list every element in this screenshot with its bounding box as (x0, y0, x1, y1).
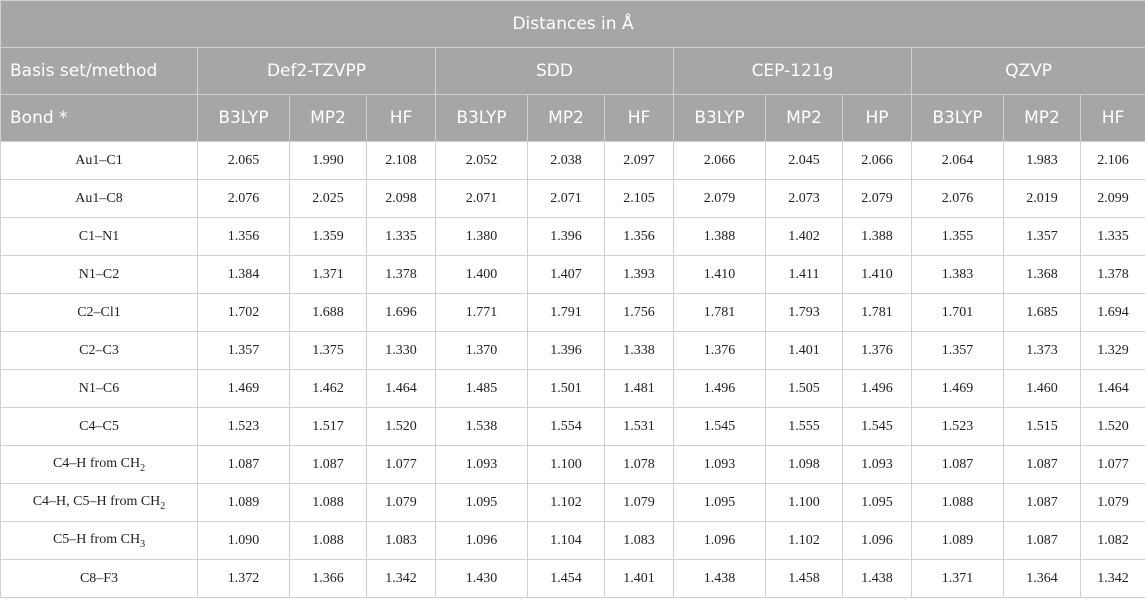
distance-cell: 2.066 (843, 142, 912, 180)
distance-cell: 1.087 (290, 446, 367, 484)
distance-cell: 1.338 (605, 332, 674, 370)
table-body (1, 142, 1145, 598)
distance-cell: 1.401 (766, 332, 843, 370)
distance-cell: 1.554 (528, 408, 605, 446)
distance-cell: 1.460 (1004, 370, 1081, 408)
bond-label: C4–H, C5–H from CH (32, 493, 161, 509)
bond-label: C5–H from CH (52, 531, 141, 547)
distance-cell: 1.087 (198, 446, 290, 484)
distance-cell: 1.357 (198, 332, 290, 370)
distance-cell: 1.523 (198, 408, 290, 446)
basis-set-header: Def2-TZVPP (198, 48, 436, 95)
table-row (1, 256, 1145, 294)
distance-cell: 2.066 (674, 142, 766, 180)
method-header: MP2 (528, 95, 605, 142)
distance-cell: 1.357 (912, 332, 1004, 370)
distance-cell: 1.756 (605, 294, 674, 332)
distance-cell: 1.096 (674, 522, 766, 560)
distance-cell: 2.019 (1004, 180, 1081, 218)
distance-cell: 1.104 (528, 522, 605, 560)
bond-subscript: 2 (160, 500, 166, 512)
distance-cell: 1.329 (1081, 332, 1145, 370)
distance-cell: 1.366 (290, 560, 367, 598)
distance-cell: 1.378 (367, 256, 436, 294)
table-row (1, 180, 1145, 218)
distance-cell: 2.076 (198, 180, 290, 218)
distance-cell: 1.545 (674, 408, 766, 446)
distance-cell: 1.087 (912, 446, 1004, 484)
distance-cell: 1.355 (912, 218, 1004, 256)
distance-cell: 1.771 (436, 294, 528, 332)
distance-cell: 1.356 (198, 218, 290, 256)
bond-cell (1, 142, 198, 180)
distance-cell: 1.079 (605, 484, 674, 522)
distance-cell: 1.388 (674, 218, 766, 256)
bond-cell (1, 446, 198, 484)
distance-cell: 1.791 (528, 294, 605, 332)
distance-cell: 1.364 (1004, 560, 1081, 598)
basis-set-header: CEP-121g (674, 48, 912, 95)
distance-cell: 1.102 (766, 522, 843, 560)
method-header: B3LYP (912, 95, 1004, 142)
bond-label: N1–C2 (78, 266, 120, 282)
distance-cell: 1.388 (843, 218, 912, 256)
distance-cell: 1.089 (198, 484, 290, 522)
distance-cell: 1.496 (843, 370, 912, 408)
table-row (1, 408, 1145, 446)
table-row (1, 370, 1145, 408)
method-header: B3LYP (674, 95, 766, 142)
distance-cell: 1.410 (674, 256, 766, 294)
distance-cell: 1.523 (912, 408, 1004, 446)
distance-cell: 1.464 (367, 370, 436, 408)
distance-cell: 1.517 (290, 408, 367, 446)
distance-cell: 1.356 (605, 218, 674, 256)
distance-cell: 1.515 (1004, 408, 1081, 446)
table-row (1, 218, 1145, 256)
distance-cell: 2.045 (766, 142, 843, 180)
bond-label: C1–N1 (78, 228, 120, 244)
distance-cell: 1.520 (367, 408, 436, 446)
distance-cell: 1.411 (766, 256, 843, 294)
bond-subscript: 2 (140, 462, 146, 474)
distance-cell: 1.098 (766, 446, 843, 484)
distance-cell: 1.400 (436, 256, 528, 294)
distance-cell: 1.335 (1081, 218, 1145, 256)
table-row (1, 522, 1145, 560)
bond-label: C2–C3 (79, 342, 119, 358)
distance-cell: 1.378 (1081, 256, 1145, 294)
distance-cell: 2.071 (436, 180, 528, 218)
distance-cell: 2.065 (198, 142, 290, 180)
table-row (1, 142, 1145, 180)
method-header: HF (367, 95, 436, 142)
distance-cell: 1.501 (528, 370, 605, 408)
distance-cell: 2.038 (528, 142, 605, 180)
bond-cell (1, 560, 198, 598)
table-row (1, 446, 1145, 484)
table-row (1, 332, 1145, 370)
bond-label: Au1–C8 (75, 190, 123, 206)
distance-cell: 1.555 (766, 408, 843, 446)
distance-cell: 1.335 (367, 218, 436, 256)
distance-cell: 1.083 (367, 522, 436, 560)
distance-cell: 1.087 (1004, 446, 1081, 484)
distance-cell: 2.076 (912, 180, 1004, 218)
bond-label: C4–C5 (79, 418, 119, 434)
table-title: Distances in Å (1, 1, 1145, 48)
distance-cell: 1.462 (290, 370, 367, 408)
distance-cell: 1.983 (1004, 142, 1081, 180)
distance-cell: 1.402 (766, 218, 843, 256)
distance-cell: 1.088 (290, 484, 367, 522)
distance-cell: 1.464 (1081, 370, 1145, 408)
distance-cell: 1.688 (290, 294, 367, 332)
bond-cell (1, 522, 198, 560)
distance-cell: 1.538 (436, 408, 528, 446)
distance-cell: 1.701 (912, 294, 1004, 332)
distance-cell: 2.097 (605, 142, 674, 180)
distance-cell: 1.100 (766, 484, 843, 522)
distance-cell: 1.694 (1081, 294, 1145, 332)
distance-cell: 1.087 (1004, 522, 1081, 560)
distance-cell: 2.106 (1081, 142, 1145, 180)
distance-cell: 1.368 (1004, 256, 1081, 294)
bond-cell (1, 256, 198, 294)
distance-cell: 1.357 (1004, 218, 1081, 256)
distance-cell: 1.407 (528, 256, 605, 294)
method-header-row (1, 95, 1145, 142)
distance-cell: 1.990 (290, 142, 367, 180)
distance-cell: 1.079 (367, 484, 436, 522)
basis-set-header: SDD (436, 48, 674, 95)
distance-cell: 1.088 (290, 522, 367, 560)
distance-cell: 1.096 (843, 522, 912, 560)
basis-set-header-row (1, 48, 1145, 95)
distance-cell: 1.384 (198, 256, 290, 294)
bond-label: N1–C6 (78, 380, 120, 396)
distance-cell: 2.099 (1081, 180, 1145, 218)
distance-cell: 1.793 (766, 294, 843, 332)
distance-cell: 1.078 (605, 446, 674, 484)
distance-cell: 1.342 (1081, 560, 1145, 598)
distance-cell: 1.095 (674, 484, 766, 522)
distance-cell: 1.469 (912, 370, 1004, 408)
distance-cell: 1.093 (843, 446, 912, 484)
distance-cell: 1.102 (528, 484, 605, 522)
distance-cell: 1.093 (436, 446, 528, 484)
distance-cell: 2.079 (674, 180, 766, 218)
distance-cell: 1.520 (1081, 408, 1145, 446)
distance-cell: 1.481 (605, 370, 674, 408)
table-row (1, 294, 1145, 332)
distance-cell: 1.396 (528, 332, 605, 370)
distance-cell: 1.079 (1081, 484, 1145, 522)
distance-cell: 1.088 (912, 484, 1004, 522)
distance-cell: 1.380 (436, 218, 528, 256)
distance-cell: 1.401 (605, 560, 674, 598)
method-header: MP2 (766, 95, 843, 142)
distance-cell: 2.052 (436, 142, 528, 180)
distance-cell: 1.095 (843, 484, 912, 522)
distance-cell: 1.505 (766, 370, 843, 408)
method-header: B3LYP (198, 95, 290, 142)
distance-cell: 1.393 (605, 256, 674, 294)
bond-label: C8–F3 (79, 570, 119, 586)
distance-cell: 2.025 (290, 180, 367, 218)
bond-cell (1, 370, 198, 408)
bond-cell (1, 218, 198, 256)
distance-cell: 1.372 (198, 560, 290, 598)
distance-cell: 2.071 (528, 180, 605, 218)
distance-cell: 1.376 (843, 332, 912, 370)
distance-cell: 1.781 (674, 294, 766, 332)
bond-subscript: 3 (140, 538, 146, 550)
distance-cell: 2.105 (605, 180, 674, 218)
distance-cell: 1.410 (843, 256, 912, 294)
distance-cell: 1.093 (674, 446, 766, 484)
distance-cell: 1.342 (367, 560, 436, 598)
method-header: HP (843, 95, 912, 142)
method-header: B3LYP (436, 95, 528, 142)
bond-label: C2–Cl1 (77, 304, 121, 320)
distance-cell: 1.454 (528, 560, 605, 598)
bond-cell (1, 294, 198, 332)
distance-cell: 1.373 (1004, 332, 1081, 370)
distance-cell: 1.531 (605, 408, 674, 446)
distance-cell: 1.485 (436, 370, 528, 408)
method-header: HF (605, 95, 674, 142)
distance-cell: 1.458 (766, 560, 843, 598)
distance-cell: 1.469 (198, 370, 290, 408)
distance-cell: 1.087 (1004, 484, 1081, 522)
distance-cell: 1.438 (674, 560, 766, 598)
distance-cell: 2.064 (912, 142, 1004, 180)
distance-cell: 1.371 (912, 560, 1004, 598)
distance-cell: 1.083 (605, 522, 674, 560)
distance-cell: 1.383 (912, 256, 1004, 294)
distance-cell: 2.098 (367, 180, 436, 218)
method-header: HF (1081, 95, 1145, 142)
basis-set-header: QZVP (912, 48, 1145, 95)
distance-cell: 1.545 (843, 408, 912, 446)
distance-cell: 1.095 (436, 484, 528, 522)
distance-cell: 1.096 (436, 522, 528, 560)
bond-cell (1, 332, 198, 370)
distance-cell: 1.438 (843, 560, 912, 598)
method-header-label: Basis set/method (1, 48, 198, 95)
method-header: MP2 (1004, 95, 1081, 142)
bond-header-label: Bond * (1, 95, 198, 142)
table-row (1, 484, 1145, 522)
distance-cell: 1.685 (1004, 294, 1081, 332)
distance-cell: 1.082 (1081, 522, 1145, 560)
method-header: MP2 (290, 95, 367, 142)
distance-cell: 2.108 (367, 142, 436, 180)
distance-cell: 1.702 (198, 294, 290, 332)
distance-cell: 1.090 (198, 522, 290, 560)
distance-cell: 1.089 (912, 522, 1004, 560)
table-row (1, 560, 1145, 598)
distance-cell: 1.371 (290, 256, 367, 294)
bond-label: C4–H from CH (52, 455, 141, 471)
distance-cell: 1.376 (674, 332, 766, 370)
bond-cell (1, 180, 198, 218)
distance-cell: 1.370 (436, 332, 528, 370)
bond-cell (1, 484, 198, 522)
distance-cell: 1.696 (367, 294, 436, 332)
distance-cell: 1.496 (674, 370, 766, 408)
distance-cell: 1.781 (843, 294, 912, 332)
distance-cell: 2.079 (843, 180, 912, 218)
bond-cell (1, 408, 198, 446)
bond-label: Au1–C1 (75, 152, 123, 168)
distance-cell: 1.100 (528, 446, 605, 484)
distance-cell: 1.375 (290, 332, 367, 370)
distance-cell: 2.073 (766, 180, 843, 218)
distance-cell: 1.430 (436, 560, 528, 598)
distance-cell: 1.077 (367, 446, 436, 484)
distance-cell: 1.330 (367, 332, 436, 370)
distance-cell: 1.359 (290, 218, 367, 256)
distance-cell: 1.396 (528, 218, 605, 256)
distance-cell: 1.077 (1081, 446, 1145, 484)
